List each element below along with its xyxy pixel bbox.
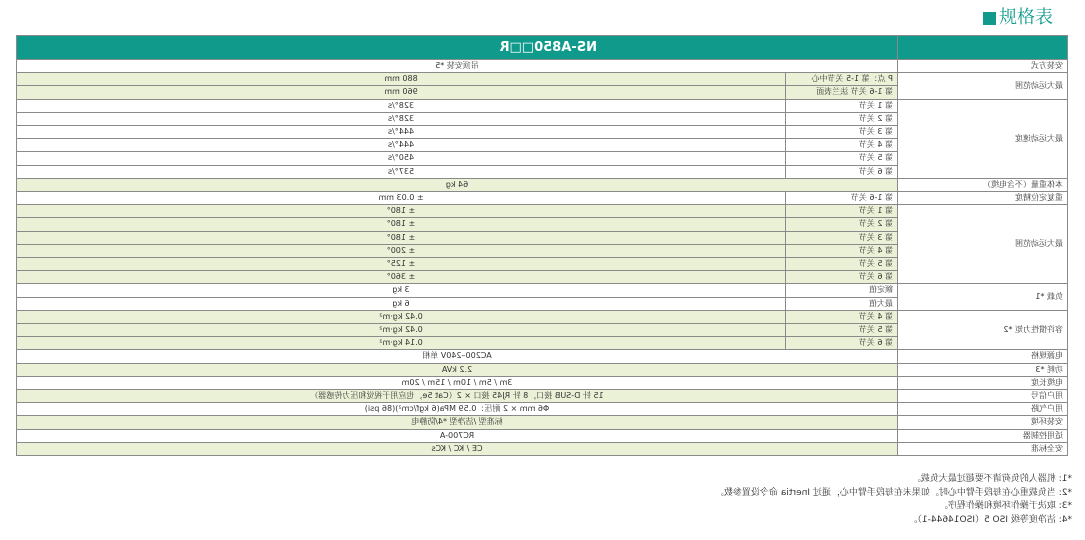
footnote: *4: 洁净度等级 ISO 5（ISO14644-1）。 [908, 514, 1072, 525]
table-row [16, 310, 1067, 323]
row-subcategory: 最大值 [786, 297, 898, 310]
row-subcategory: 额定值 [786, 284, 898, 297]
model-name: NS-A850□□R [16, 36, 897, 60]
row-value: 标准型 /洁净型 *4/防静电 [16, 416, 897, 429]
header-blank-cell [898, 36, 1068, 60]
row-subcategory: 第 1 关节 [786, 99, 898, 112]
row-subcategory: 第 3 关节 [786, 231, 898, 244]
row-subcategory: 第 4 关节 [786, 244, 898, 257]
spec-table-wrapper [17, 35, 1068, 456]
row-value: 吊顶安装 *5 [16, 60, 897, 73]
row-subcategory: P 点：第 1-5 关节中心 [786, 73, 898, 86]
row-value: 0.14 kg·m² [16, 337, 785, 350]
row-value: AC200–240V 单相 [16, 350, 897, 363]
table-row [16, 442, 1067, 455]
row-value: CE / KC / KCs [16, 442, 897, 455]
table-row [16, 99, 1067, 112]
row-category: 电源规格 [898, 350, 1068, 363]
row-value: 2.2 kVA [16, 363, 897, 376]
row-value: 960 mm [16, 86, 785, 99]
table-row [16, 73, 1067, 86]
row-value: ± 180° [16, 205, 785, 218]
table-row [16, 429, 1067, 442]
row-category: 安装环境 [898, 416, 1068, 429]
table-row [16, 60, 1067, 73]
row-value: RC700-A [16, 429, 897, 442]
row-category: 最大运动范围 [898, 205, 1068, 284]
row-subcategory: 第 6 关节 [786, 337, 898, 350]
row-category: 本体重量（不含电缆） [898, 178, 1068, 191]
row-subcategory: 第 6 关节 [786, 271, 898, 284]
row-subcategory: 第 3 关节 [786, 126, 898, 139]
row-category: 安装方式 [898, 60, 1068, 73]
row-category: 最大运动范围 [898, 73, 1068, 99]
table-header-row [16, 36, 1067, 60]
table-row [16, 192, 1067, 205]
row-category: 重复定位精度 [898, 192, 1068, 205]
row-value: 0.42 kg·m² [16, 310, 785, 323]
table-row [16, 350, 1067, 363]
table-row [16, 178, 1067, 191]
row-subcategory: 第 5 关节 [786, 324, 898, 337]
row-value: 64 kg [16, 178, 897, 191]
row-subcategory: 第 4 关节 [786, 139, 898, 152]
row-category: 负载 *1 [898, 284, 1068, 310]
row-value: ± 180° [16, 231, 785, 244]
row-subcategory: 第 2 关节 [786, 112, 898, 125]
row-value: 6 kg [16, 297, 785, 310]
row-value: 3m / 5m / 10m / 15m / 20m [16, 376, 897, 389]
table-row [16, 205, 1067, 218]
row-subcategory: 第 4 关节 [786, 310, 898, 323]
row-category: 适用控制器 [898, 429, 1068, 442]
row-value: ± 0.03 mm [16, 192, 785, 205]
footnotes [622, 473, 1072, 527]
footnote: *3: 取决于操作环境和操作程序。 [938, 501, 1072, 511]
row-value: ± 360° [16, 271, 785, 284]
row-value: 444°/s [16, 126, 785, 139]
table-row [16, 284, 1067, 297]
heading-square-icon [983, 12, 996, 25]
row-subcategory: 第 5 关节 [786, 258, 898, 271]
row-value: 880 mm [16, 73, 785, 86]
row-category: 电缆长度 [898, 376, 1068, 389]
row-category: 最大运动速度 [898, 99, 1068, 178]
page-title: 规格表 [999, 7, 1053, 28]
row-category: 用户气路 [898, 403, 1068, 416]
row-value: 444°/s [16, 139, 785, 152]
spec-table [16, 35, 1068, 456]
table-row [16, 390, 1067, 403]
row-value: 3 kg [16, 284, 785, 297]
row-category: 用户信号 [898, 390, 1068, 403]
row-value: Φ6 mm × 2 耐压：0.59 MPa(6 kgf/cm²)(86 psi) [16, 403, 897, 416]
row-value: 15 针 D-SUB 接口，8 针 RJ45 接口 × 2（Cat 5e，也应用于视觉和压力传感器） [16, 390, 897, 403]
row-subcategory: 第 5 关节 [786, 152, 898, 165]
row-value: 0.42 kg·m² [16, 324, 785, 337]
row-subcategory: 第 6 关节 [786, 165, 898, 178]
table-row [16, 403, 1067, 416]
table-row [16, 376, 1067, 389]
row-subcategory: 第 2 关节 [786, 218, 898, 231]
footnote: *1: 机器人的负荷请不要超过最大负载。 [911, 474, 1072, 484]
row-category: 安全标准 [898, 442, 1068, 455]
row-value: ± 200° [16, 244, 785, 257]
row-subcategory: 第 1-6 关节 法兰表面 [786, 86, 898, 99]
page-heading [983, 8, 1053, 28]
row-value: 450°/s [16, 152, 785, 165]
table-row [16, 363, 1067, 376]
row-subcategory: 第 1-6 关节 [786, 192, 898, 205]
row-subcategory: 第 1 关节 [786, 205, 898, 218]
row-value: 328°/s [16, 99, 785, 112]
table-row [16, 416, 1067, 429]
row-value: ± 125° [16, 258, 785, 271]
row-value: 537°/s [16, 165, 785, 178]
row-value: 328°/s [16, 112, 785, 125]
row-category: 容许惯性力矩 *2 [898, 310, 1068, 350]
footnote: *2: 当负载重心在每段手臂中心时。如果未在每段手臂中心，通过 Inertia 命令设置参数。 [715, 487, 1072, 498]
row-value: ± 180° [16, 218, 785, 231]
row-category: 功耗 *3 [898, 363, 1068, 376]
